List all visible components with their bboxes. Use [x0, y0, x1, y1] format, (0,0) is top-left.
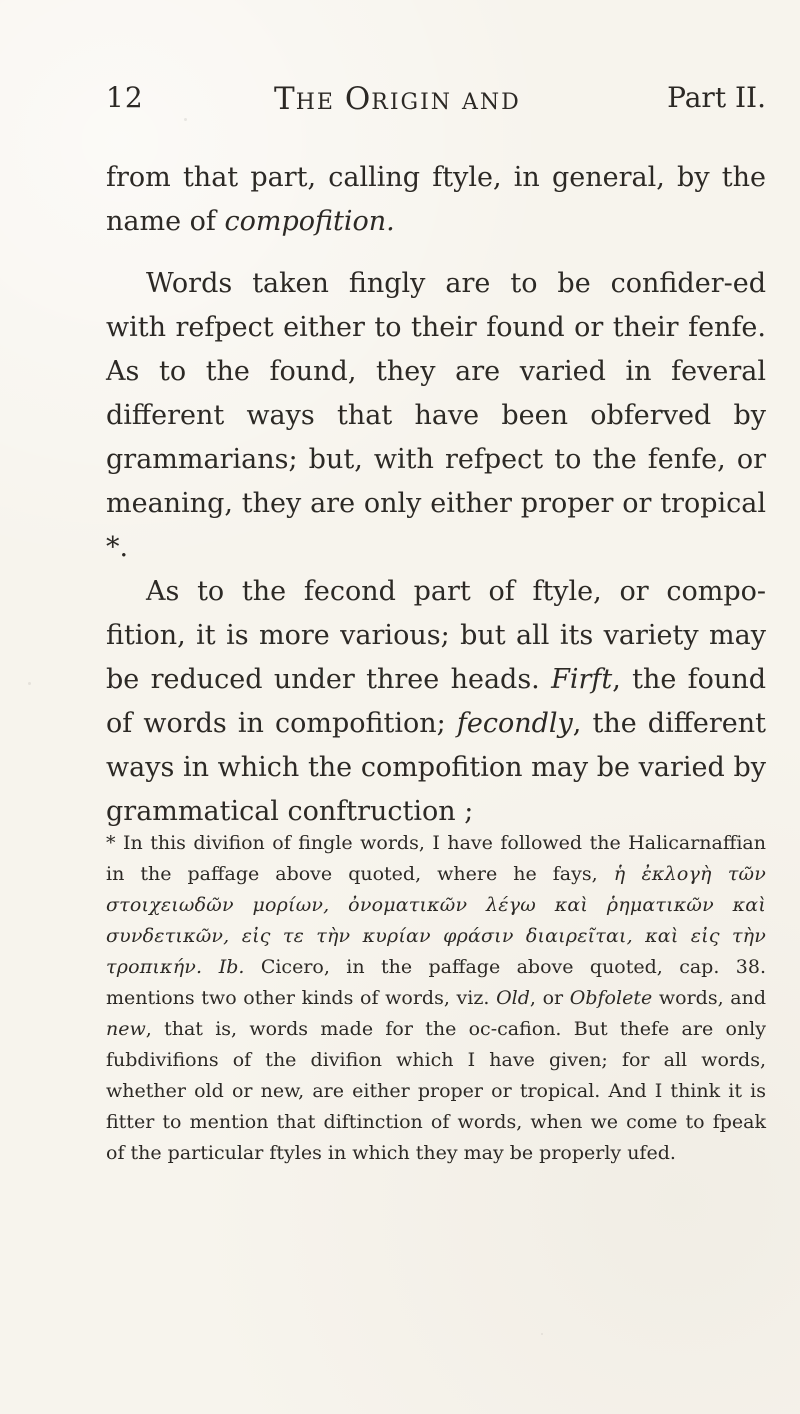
title-initial-the: T: [274, 81, 296, 117]
footnote-cicero-text: Cicero, in the paffage above quoted, cap. 38. mentions two other kinds of words, viz.: [106, 956, 766, 1009]
title-initial-origin: O: [344, 81, 372, 117]
composition-text-2: , the found of words in compofition;: [106, 664, 766, 739]
footnote-or: , or: [529, 987, 570, 1009]
footnote-lead: * In this divifion of fingle words, I have followed the Halicarnaffian in the paffage above quoted, where he fays,: [106, 832, 766, 885]
main-text: [106, 156, 766, 834]
obsolete-term: Obfolete: [569, 987, 653, 1009]
footnote-rest: , that is, words made for the oc-cafion. But thefe are only fubdivifions of the divifion which I have given; for all words, whether old or new, are either proper or tropical. And I think it is fitter to mention that diftinction of words, when we come to fpeak of the particular ftyles in which they may be properly ufed.: [106, 1018, 766, 1164]
paragraph-gap: [106, 244, 766, 262]
page-number: 12: [106, 81, 144, 114]
part-label: Part II.: [667, 81, 766, 114]
scan-speck: [184, 118, 187, 121]
composition-text-3: , the different ways in which the compofition may be varied by grammatical conftruction ;: [106, 708, 766, 827]
composition-term: compofition.: [224, 206, 395, 237]
scan-speck: [541, 1333, 543, 1335]
running-title: [274, 81, 521, 117]
title-word-origin: RIGIN: [371, 90, 453, 115]
opening-lines: [106, 156, 766, 244]
old-term: Old: [496, 987, 530, 1009]
title-word-and: AND: [461, 90, 521, 115]
new-term: new: [106, 1018, 146, 1040]
footnote-words-and: words, and: [652, 987, 766, 1009]
words-paragraph: Words taken fingly are to be confider-ed with refpect either to their found or their fenfe. As to the found, they are varied in feveral different ways that have been obferved by grammarians; but, with refpect to the fenfe, or meaning, they are only either proper or tropical *.: [106, 268, 766, 563]
title-word-the: HE: [295, 90, 335, 115]
scan-speck: [28, 682, 31, 685]
secondly-label: fecondly: [456, 708, 573, 739]
footnote-paragraph: [106, 828, 766, 1169]
page-header: [106, 78, 766, 120]
ibidem-reference: Ib.: [218, 956, 245, 978]
first-label: Firft: [551, 664, 613, 695]
opening-line-1: from that part, calling ftyle, in general, by: [106, 162, 710, 193]
opening-line-2-prefix: the name of: [106, 162, 766, 237]
composition-paragraph: [106, 570, 766, 834]
footnote: [106, 828, 766, 1169]
greek-quotation: ἡ ἐκλογὴ τῶν στοιχειωδῶν μορίων, ὀνοματικῶν λέγω καὶ ῥηματικῶν καὶ συνδετικῶν, εἰς τε τὴν κυρίαν φράσιν διαιρεῖται, καὶ εἰς τὴν τροπικήν.: [106, 863, 767, 978]
composition-text-1: As to the fecond part of ftyle, or compo-fition, it is more various; but all its variety may be reduced under three heads.: [106, 576, 766, 695]
scan-speck: [737, 333, 739, 335]
